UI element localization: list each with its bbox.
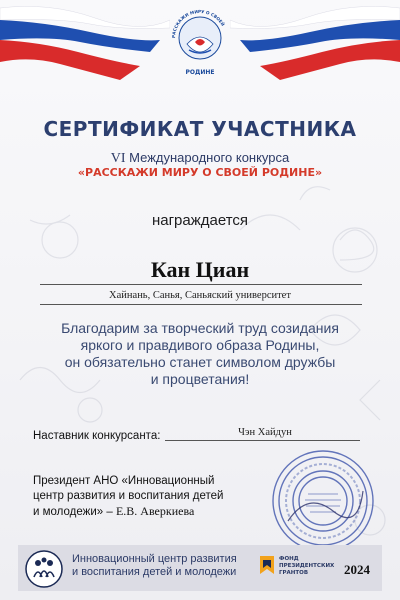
gratitude-line: он обязательно станет символом дружбы bbox=[64, 354, 336, 370]
contest-name: «РАССКАЖИ МИРУ О СВОЕЙ РОДИНЕ» bbox=[77, 166, 323, 179]
president-block bbox=[33, 474, 273, 520]
gratitude-line: и процветания! bbox=[150, 371, 250, 387]
contest-subtitle-text: Международного конкурса bbox=[125, 150, 290, 165]
fund-line: ПРЕЗИДЕНТСКИХ bbox=[279, 563, 335, 569]
affiliation-underline bbox=[40, 304, 362, 305]
logo-arc-text: РАССКАЖИ МИРУ О СВОЕЙ bbox=[170, 8, 226, 39]
president-signature: Е.В. Аверкиева bbox=[115, 504, 195, 518]
gratitude-line: яркого и правдивого образа Родины, bbox=[80, 337, 320, 353]
recipient-name: Кан Циан bbox=[150, 257, 250, 282]
logo-bottom-text: РОДИНЕ bbox=[185, 69, 215, 76]
mentor-label: Наставник конкурсанта: bbox=[33, 430, 161, 442]
russian-flag-ribbon-left bbox=[0, 0, 170, 95]
mentor-name: Чэн Хайдун bbox=[238, 427, 292, 438]
fund-line: ФОНД bbox=[279, 556, 299, 562]
footer-org-line: и воспитания детей и молодежи bbox=[72, 566, 237, 578]
recipient-affiliation: Хайнань, Санья, Саньяский университет bbox=[109, 290, 291, 301]
recipient-underline bbox=[40, 284, 362, 285]
contest-subtitle bbox=[0, 150, 400, 167]
russian-flag-ribbon-right bbox=[230, 0, 400, 95]
contest-edition-number: VI bbox=[110, 151, 126, 166]
awarded-label: награждается bbox=[151, 212, 249, 229]
organization-stamp bbox=[268, 446, 378, 556]
footer-organization-name bbox=[72, 553, 262, 579]
mentor-underline bbox=[165, 440, 360, 441]
certificate-title: СЕРТИФИКАТ УЧАСТНИКА bbox=[43, 117, 357, 141]
presidential-grants-fund-icon bbox=[258, 554, 276, 576]
footer-org-line: Инновационный центр развития bbox=[72, 553, 237, 565]
fund-line: ГРАНТОВ bbox=[279, 570, 309, 576]
presidential-grants-fund-text bbox=[279, 556, 349, 577]
president-line: и молодежи» – bbox=[33, 506, 113, 518]
gratitude-line: Благодарим за творческий труд созидания bbox=[61, 320, 339, 336]
gratitude-text bbox=[30, 320, 370, 388]
footer-year: 2024 bbox=[344, 562, 370, 577]
president-line: Президент АНО «Инновационный bbox=[33, 475, 215, 487]
center-logo-icon bbox=[24, 549, 64, 589]
president-line: центр развития и воспитания детей bbox=[33, 490, 224, 502]
